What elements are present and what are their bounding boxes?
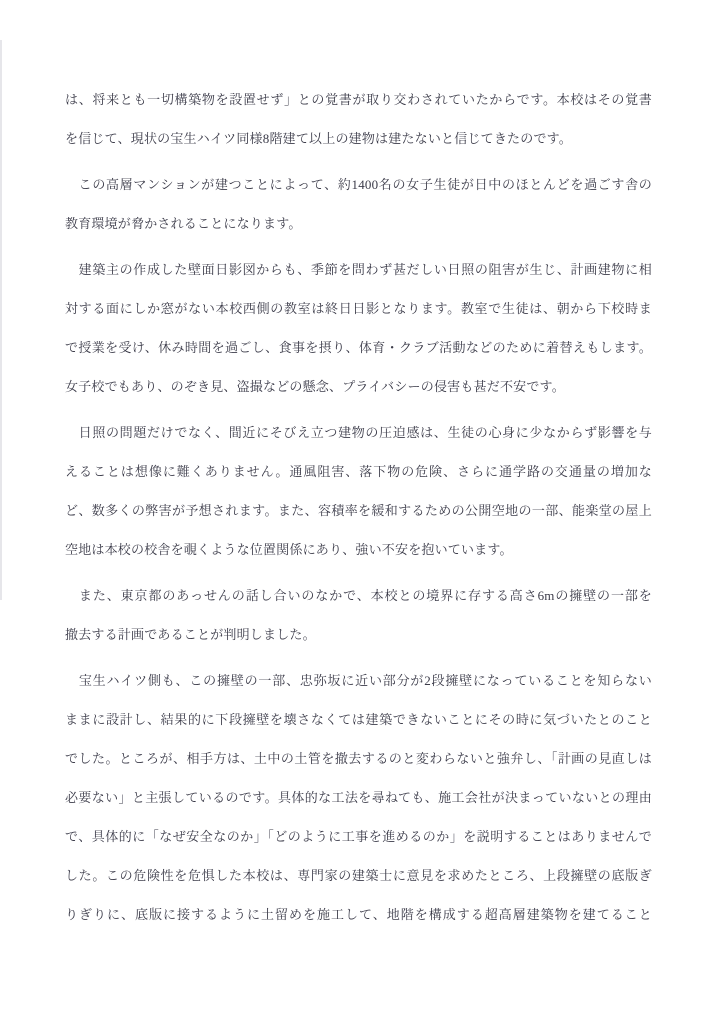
paragraph bbox=[65, 165, 652, 243]
text-line: は、将来とも一切構築物を設置せず」との覚書が取り交わされていたからです。本校はその覚書 bbox=[65, 92, 652, 107]
text-line: 日照の問題だけでなく、間近にそびえ立つ建物の圧迫感は、生徒の心身に少なからず影響を与 bbox=[65, 425, 652, 440]
text-line: 女子校でもあり、のぞき見、盗撮などの懸念、プライバシーの侵害も甚だ不安です。 bbox=[65, 379, 565, 394]
text-line: ままに設計し、結果的に下段擁壁を壊さなくては建築できないことにその時に気づいたとのこと bbox=[65, 712, 652, 727]
paragraph bbox=[65, 80, 652, 158]
paragraph bbox=[65, 576, 652, 654]
text-line: りぎりに、底版に接するように土留めを施工して、地階を構成する超高層建築物を建てること bbox=[65, 907, 652, 922]
text-line: この高層マンションが建つことによって、約1400名の女子生徒が日中のほとんどを過ごす舎の bbox=[65, 177, 652, 192]
paragraph bbox=[65, 413, 652, 569]
page-edge-shadow bbox=[0, 40, 2, 600]
text-line: 建築主の作成した壁面日影図からも、季節を問わず甚だしい日照の阻害が生じ、計画建物に相 bbox=[65, 262, 652, 277]
text-line: 撤去する計画であることが判明しました。 bbox=[65, 627, 316, 642]
paragraph bbox=[65, 661, 652, 934]
text-line: で、具体的に「なぜ安全なのか」「どのように工事を進めるのか」を説明することはありませんで bbox=[65, 829, 652, 844]
text-line: えることは想像に難くありません。通風阻害、落下物の危険、さらに通学路の交通量の増加な bbox=[65, 464, 652, 479]
text-line: ど、数多くの弊害が予想されます。また、容積率を緩和するための公開空地の一部、能楽堂の屋上 bbox=[65, 503, 652, 518]
text-line: 空地は本校の校舎を覗くような位置関係にあり、強い不安を抱いています。 bbox=[65, 542, 513, 557]
text-line: 必要ない」と主張しているのです。具体的な工法を尋ねても、施工会社が決まっていないとの理由 bbox=[65, 790, 652, 805]
text-line: でした。ところが、相手方は、土中の土管を撤去するのと変わらないと強弁し、「計画の見直しは bbox=[65, 751, 652, 766]
text-line: また、東京都のあっせんの話し合いのなかで、本校との境界に存する高さ6mの擁壁の一部を bbox=[65, 588, 652, 603]
text-line: で授業を受け、休み時間を過ごし、食事を摂り、体育・クラブ活動などのために着替えもします。 bbox=[65, 340, 652, 355]
text-line: した。この危険性を危惧した本校は、専門家の建築士に意見を求めたところ、上段擁壁の底版ぎ bbox=[65, 868, 652, 883]
paragraph bbox=[65, 250, 652, 406]
text-line: 宝生ハイツ側も、この擁壁の一部、忠弥坂に近い部分が2段擁壁になっていることを知らない bbox=[65, 673, 652, 688]
text-line: 対する面にしか窓がない本校西側の教室は終日日影となります。教室で生徒は、朝から下校時ま bbox=[65, 301, 652, 316]
text-line: を信じて、現状の宝生ハイツ同様8階建て以上の建物は建たないと信じてきたのです。 bbox=[65, 131, 573, 146]
text-line: 教育環境が脅かされることになります。 bbox=[65, 216, 302, 231]
